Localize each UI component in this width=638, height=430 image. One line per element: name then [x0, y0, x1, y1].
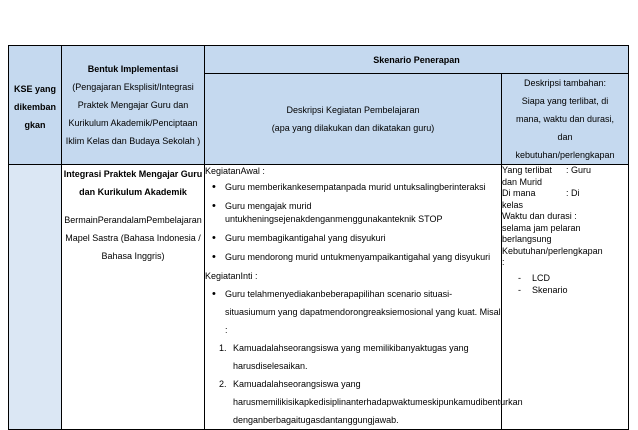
kse-line-1: KSE yang	[13, 84, 56, 94]
inti-sub-number: 1.	[219, 343, 227, 353]
bentuk-title: Bentuk Implementasi	[87, 64, 179, 74]
inti-sub-item	[219, 375, 523, 429]
tambahan-row-label: kelas	[502, 199, 524, 210]
tambahan-row	[502, 188, 628, 200]
kse-header-cell	[9, 46, 62, 165]
bentuk-line-2: Praktek Mengajar Guru dan	[77, 100, 189, 110]
inti-list	[205, 285, 501, 339]
skenario-title: Skenario Penerapan	[373, 54, 460, 65]
kebutuhan-item: - Skenario	[532, 284, 628, 296]
bentuk-line-3: Kurikulum Akademik/Penciptaan	[68, 118, 198, 128]
kebutuhan-list	[502, 272, 628, 296]
tambahan-row-value: : Di	[566, 188, 580, 198]
tambahan-row	[502, 200, 628, 212]
awal-item: • Guru membagikantigahal yang disyukuri	[225, 232, 501, 245]
bentuk-header-cell	[62, 46, 205, 165]
inti-sub-number: 2.	[219, 379, 227, 389]
tambahan-line-4: dan	[557, 132, 573, 142]
inti-item: • Guru telahmenyediakanbeberapapilihan scenario situasi-situasiumum yang dapatmendorongreaksiemosional yang kuat. Misal :	[225, 285, 501, 339]
waktu-line: selama jam pelaran	[502, 222, 581, 233]
bentuk-detail-1: BermainPerandalamPembelajaran	[64, 215, 202, 225]
kse-line-3: gkan	[24, 120, 46, 130]
tambahan-header	[502, 74, 629, 165]
awal-item: • Guru memberikankesempatanpada murid untuksalingberinteraksi	[225, 181, 501, 194]
waktu-line: :	[502, 257, 505, 267]
tambahan-body-cell	[502, 165, 629, 430]
bentuk-line-4: Iklim Kelas dan Budaya Sekolah )	[65, 136, 201, 146]
kse-body-cell	[9, 165, 62, 430]
inti-sub-list	[205, 339, 523, 429]
awal-list	[205, 181, 501, 264]
waktu-line: Kebutuhan/perlengkapan	[502, 245, 603, 256]
skenario-header	[205, 46, 629, 74]
bentuk-body-cell	[62, 165, 205, 430]
tambahan-row-label: dan Murid	[502, 176, 543, 187]
kegiatan-inti-label: KegiatanInti :	[205, 271, 258, 281]
inti-sub-item	[219, 339, 501, 375]
awal-item: • Guru mendorong murid untukmenyampaikantigahal yang disyukuri	[225, 251, 501, 264]
tambahan-row-label: Yang terlibat	[502, 165, 552, 175]
inti-sub-text: Kamuadalahseorangsiswa yang memilikibanyaktugas yang harusdiselesaikan.	[233, 343, 469, 371]
implementation-table	[8, 45, 629, 430]
kegiatan-awal-label: KegiatanAwal :	[205, 166, 265, 176]
bentuk-body-title-1: Integrasi Praktek Mengajar Guru	[63, 169, 203, 179]
awal-item: • Guru mengajak murid untukheningsejenakdenganmenggunakanteknik STOP	[225, 200, 501, 226]
deskripsi-line-1: Deskripsi Kegiatan Pembelajaran	[286, 105, 420, 115]
tambahan-row-label: Di mana	[502, 188, 536, 198]
tambahan-row	[502, 165, 628, 177]
tambahan-line-3: mana, waktu dan durasi,	[515, 114, 615, 124]
tambahan-row-value: : Guru	[566, 165, 592, 175]
bentuk-body-title-2: dan Kurikulum Akademik	[79, 187, 187, 197]
tambahan-line-5: kebutuhan/perlengkapan	[515, 150, 615, 160]
bentuk-detail-2: Mapel Sastra (Bahasa Indonesia /	[65, 233, 201, 243]
tambahan-line-1: Deskripsi tambahan:	[523, 78, 607, 88]
deskripsi-line-2: (apa yang dilakukan dan dikatakan guru)	[271, 123, 435, 133]
waktu-line: Waktu dan durasi :	[502, 211, 577, 221]
tambahan-line-2: Siapa yang terlibat, di	[521, 96, 609, 106]
bentuk-detail-3: Bahasa Inggris)	[101, 251, 165, 261]
deskripsi-header	[205, 74, 502, 165]
kse-line-2: dikemban	[13, 102, 56, 112]
bentuk-line-1: (Pengajaran Eksplisit/Integrasi	[72, 82, 194, 92]
inti-sub-text: Kamuadalahseorangsiswa yang harusmemilikisikapkedisiplinanterhadapwaktumeskipunkamudibenturkan denganberbagaitugasdantanggungjawab.	[233, 379, 523, 425]
waktu-line: berlangsung	[502, 234, 552, 244]
tambahan-row	[502, 177, 628, 189]
kebutuhan-item: - LCD	[532, 272, 628, 284]
